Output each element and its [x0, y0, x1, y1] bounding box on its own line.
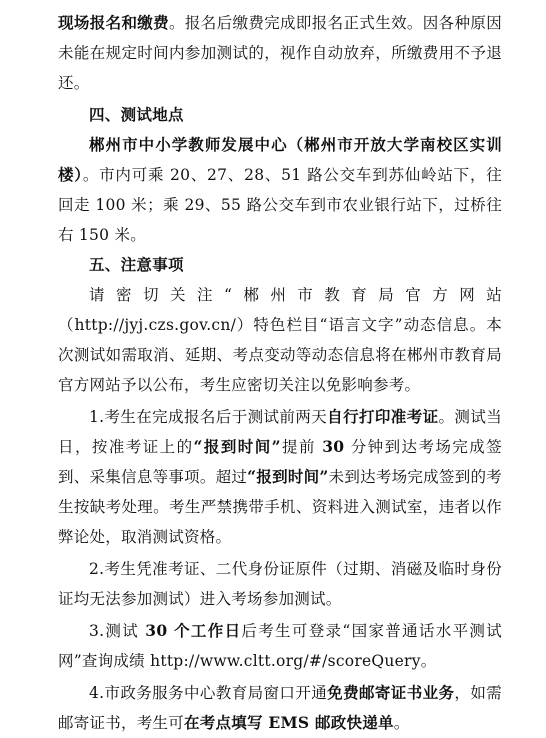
- paragraph-note-2-id-card: 2.考生凭准考证、二代身份证原件（过期、消磁及临时身份证均无法参加测试）进入考场参加测试。: [58, 560, 502, 608]
- text-note4-a: 4.市政务服务中心教育局窗口开通: [89, 684, 328, 702]
- text-registration-rules: 。报名后缴费完成即报名正式生效。因各种原因未能在规定时间内参加测试的，视作自动放弃，所缴费用不予退还。: [58, 14, 502, 92]
- bold-report-time-2: “报到时间”: [247, 467, 329, 486]
- paragraph-registration-fee: [58, 8, 502, 98]
- section-heading-test-location: 四、测试地点: [89, 105, 184, 124]
- text-note4-c: ，如需邮寄证书，考生可: [58, 684, 502, 732]
- bold-30-minutes: 30: [322, 437, 345, 456]
- paragraph-note-3-results: [58, 616, 502, 676]
- paragraph-test-location: [58, 130, 502, 250]
- text-bus-directions: 。市内可乘 20、27、28、51 路公交车到苏仙岭站下，往回走 100 米；乘 29、55 路公交车到市农业银行站下，过桥往右 150 米。: [58, 166, 502, 244]
- bold-30-days: 30: [145, 621, 168, 640]
- bold-location-name: 郴州市中小学教师发展中心（郴州市开放大学南校区实训楼）: [58, 135, 502, 184]
- text-note1-a: 1.考生在完成报名后于测试前两天: [89, 408, 328, 426]
- text-note3-a: 3.测试: [89, 622, 146, 640]
- bold-print-ticket: 自行打印准考证: [327, 407, 439, 426]
- bold-working-days: 个工作日: [167, 621, 242, 640]
- text-note1-i: 未到达考场完成签到的考生按缺考处理。考生严禁携带手机、资料进入测试室，违者以作弊论处，取消测试资格。: [58, 468, 502, 546]
- paragraph-note-4-mail-certificate: [58, 678, 502, 738]
- paragraph-follow-website: 请密切关注“郴州市教育局官方网站（http://jyj.czs.gov.cn/）特色栏目“语言文字”动态信息。本次测试如需取消、延期、考点变动等动态信息将在郴州市教育局官方网站予以公布，考生应密切关注以免影响参考。: [58, 286, 502, 394]
- bold-free-mailing: 免费邮寄证书业务: [327, 683, 455, 702]
- bold-fill-ems-form: 在考点填写 EMS 邮政快递单: [184, 713, 394, 732]
- text-note4-e: 。: [393, 714, 410, 732]
- bold-report-time-1: “报到时间”: [193, 437, 281, 456]
- text-note3-query: 后考生可登录“国家普通话水平测试网”查询成绩 http://www.cltt.org/#/scoreQuery。: [58, 622, 502, 670]
- bold-onsite-registration: 现场报名和缴费: [58, 13, 170, 32]
- paragraph-note-1-admission-ticket: [58, 402, 502, 552]
- text-note1-e: 提前: [280, 438, 323, 456]
- text-note1-c: 。测试当日，按准考证上的: [58, 408, 502, 456]
- section-heading-notes: 五、注意事项: [89, 255, 184, 274]
- text-note1-g: 分钟到达考场完成签到、采集信息等事项。超过: [58, 438, 502, 486]
